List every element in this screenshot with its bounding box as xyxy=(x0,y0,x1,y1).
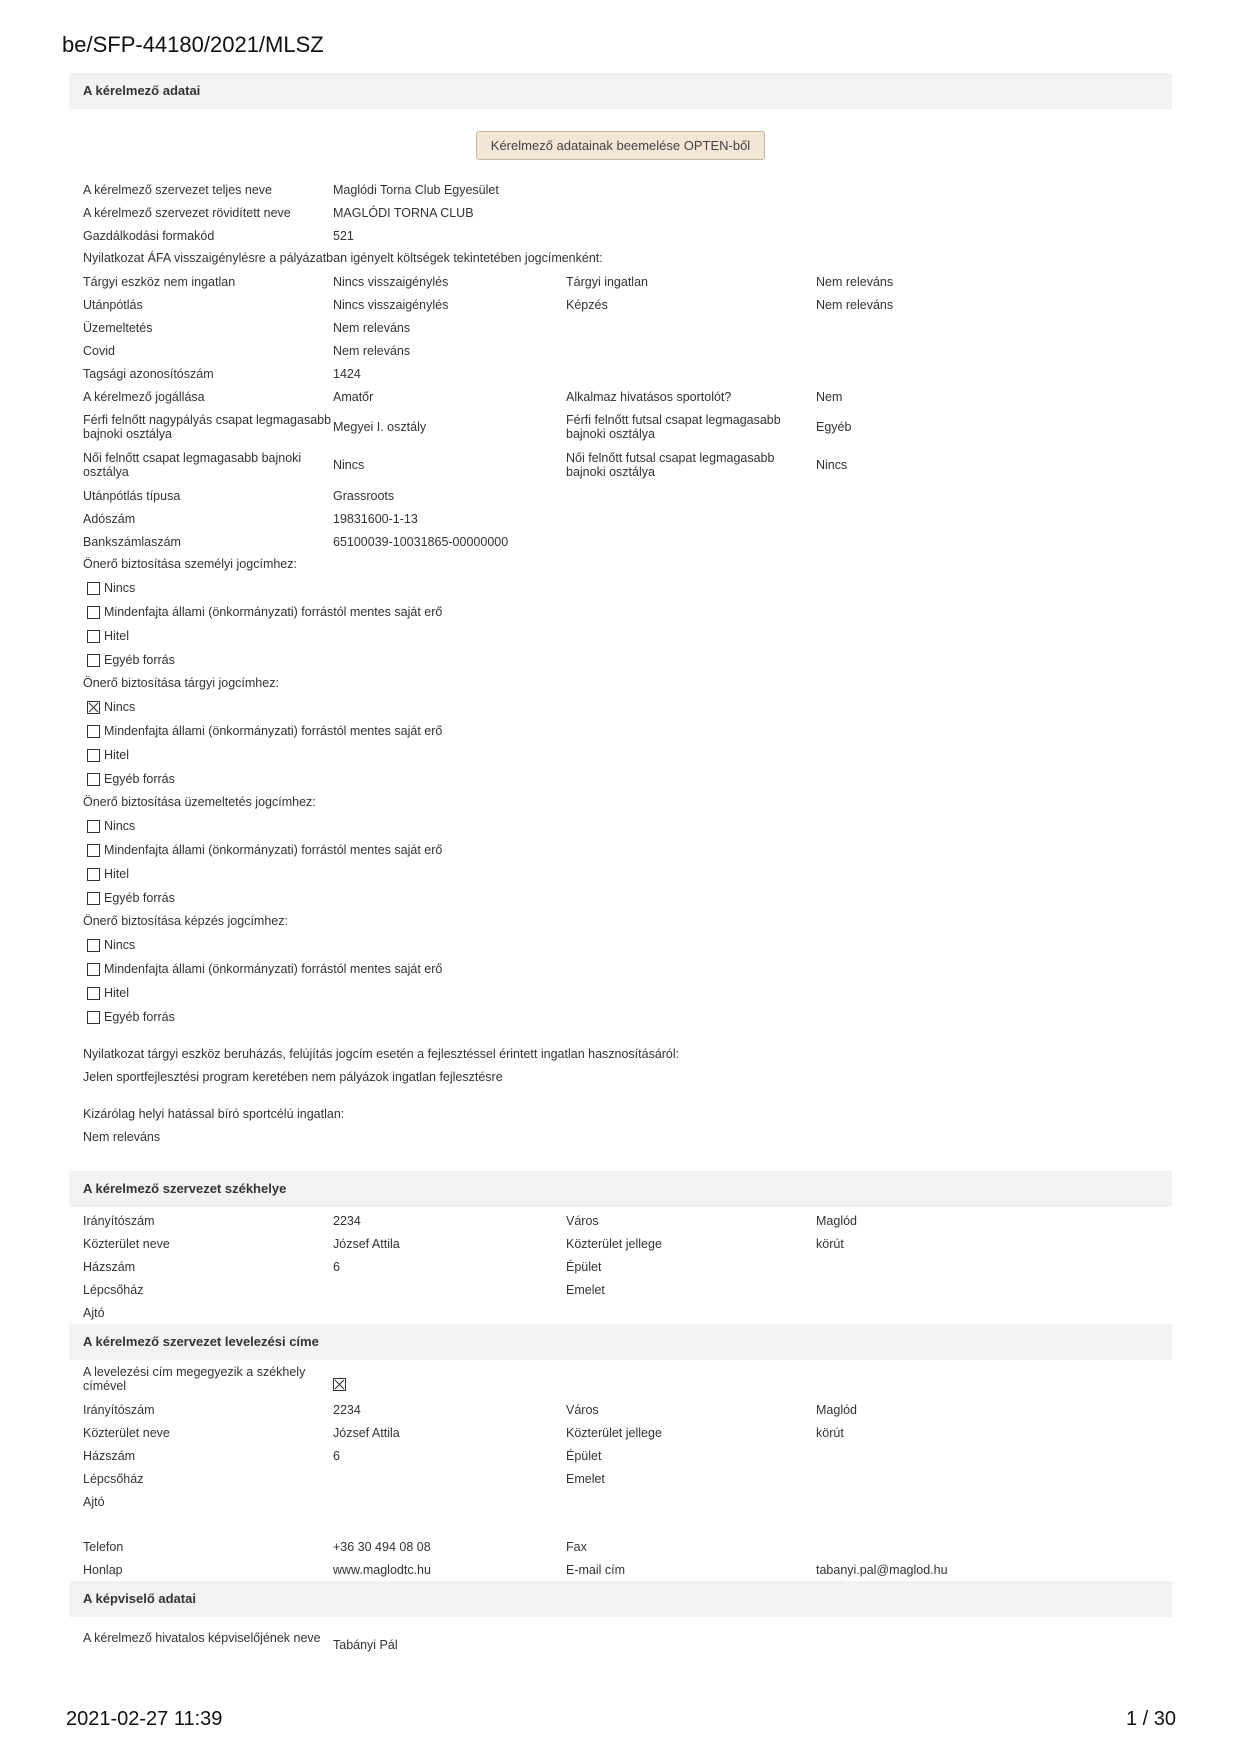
self-funding-title: Önerő biztosítása képzés jogcímhez: xyxy=(83,914,288,928)
checkbox-option xyxy=(69,719,1172,743)
field-label: Közterület jellege xyxy=(566,1425,662,1440)
field-row xyxy=(69,1444,1172,1467)
checkbox-label: Hitel xyxy=(104,986,130,1000)
checkbox[interactable] xyxy=(87,939,100,952)
field-label: Emelet xyxy=(566,1471,605,1486)
self-funding-title: Önerő biztosítása személyi jogcímhez: xyxy=(83,557,297,571)
local-property-label: Kizárólag helyi hatással bíró sportcélú ingatlan: xyxy=(83,1107,345,1121)
field-label: Adószám xyxy=(83,511,136,526)
field-row xyxy=(69,1619,1172,1657)
field-value: Nem releváns xyxy=(816,297,894,312)
field-row xyxy=(69,385,1172,408)
field-value: Maglód xyxy=(816,1213,857,1228)
checkbox-option xyxy=(69,767,1172,791)
field-row xyxy=(69,201,1172,224)
checkbox[interactable] xyxy=(87,582,100,595)
field-value xyxy=(333,1364,566,1394)
checkbox-option xyxy=(69,648,1172,672)
field-label: Házszám xyxy=(83,1448,136,1463)
checkbox-label: Hitel xyxy=(104,867,130,881)
checkbox-option xyxy=(69,933,1172,957)
field-row xyxy=(69,484,1172,507)
field-label: Város xyxy=(566,1213,599,1228)
field-value: József Attila xyxy=(333,1236,400,1251)
checkbox-option xyxy=(69,600,1172,624)
field-value: MAGLÓDI TORNA CLUB xyxy=(333,205,474,220)
self-funding-title: Önerő biztosítása tárgyi jogcímhez: xyxy=(83,676,279,690)
spacer xyxy=(69,1089,1172,1103)
field-label: Közterület neve xyxy=(83,1425,170,1440)
field-label: A kérelmező jogállása xyxy=(83,389,205,404)
field-row xyxy=(69,1398,1172,1421)
field-label: Irányítószám xyxy=(83,1213,155,1228)
field-value: Nincs xyxy=(333,458,365,472)
checkbox-option xyxy=(69,743,1172,767)
checkbox[interactable] xyxy=(87,1011,100,1024)
field-label: E-mail cím xyxy=(566,1562,626,1577)
field-value: Tabányi Pál xyxy=(333,1638,398,1652)
spacer xyxy=(69,1149,1172,1171)
field-row xyxy=(69,362,1172,385)
field-label: A kérelmező szervezet teljes neve xyxy=(83,182,272,197)
field-label: Közterület jellege xyxy=(566,1236,662,1251)
field-value: Nem releváns xyxy=(333,320,411,335)
local-property-value: Nem releváns xyxy=(83,1130,161,1144)
checkbox-label: Egyéb forrás xyxy=(104,653,175,667)
opten-import-button[interactable]: Kérelmező adatainak beemelése OPTEN-ből xyxy=(476,131,765,160)
checkbox-option xyxy=(69,624,1172,648)
field-row xyxy=(69,1535,1172,1558)
checkbox[interactable] xyxy=(87,963,100,976)
field-value: +36 30 494 08 08 xyxy=(333,1539,431,1554)
field-value: www.maglodtc.hu xyxy=(333,1562,431,1577)
field-label: Tárgyi eszköz nem ingatlan xyxy=(83,274,236,289)
checkbox-label: Nincs xyxy=(104,819,136,833)
checkbox[interactable] xyxy=(87,820,100,833)
field-value: Maglódi Torna Club Egyesület xyxy=(333,182,499,197)
field-label: Ajtó xyxy=(83,1494,105,1509)
checkbox-option xyxy=(69,886,1172,910)
checkbox-label: Hitel xyxy=(104,629,130,643)
field-value: körút xyxy=(816,1236,844,1251)
spacer xyxy=(69,1513,1172,1535)
field-row xyxy=(69,339,1172,362)
field-label: Város xyxy=(566,1402,599,1417)
checkbox[interactable] xyxy=(87,749,100,762)
checkbox-label: Hitel xyxy=(104,748,130,762)
investment-statement-value: Jelen sportfejlesztési program keretében nem pályázok ingatlan fejlesztésre xyxy=(83,1070,503,1084)
checkbox-label: Mindenfajta állami (önkormányzati) forrástól mentes saját erő xyxy=(104,724,443,738)
field-label: Női felnőtt futsal csapat legmagasabb bajnoki osztálya xyxy=(566,451,775,479)
form-content xyxy=(69,73,1172,1657)
field-row xyxy=(69,293,1172,316)
field-value: 521 xyxy=(333,228,354,243)
field-value: Nem xyxy=(816,389,843,404)
checkbox[interactable] xyxy=(87,606,100,619)
field-label: A kérelmező hivatalos képviselőjének neve xyxy=(83,1631,321,1645)
field-value: Egyéb xyxy=(816,420,852,434)
field-label: Közterület neve xyxy=(83,1236,170,1251)
field-row xyxy=(69,1209,1172,1232)
field-row xyxy=(69,1421,1172,1444)
field-row xyxy=(69,1360,1172,1398)
investment-statement-label: Nyilatkozat tárgyi eszköz beruházás, felújítás jogcím esetén a fejlesztéssel érintett ingatlan hasznosításáról: xyxy=(83,1047,680,1061)
field-row xyxy=(69,1278,1172,1301)
field-row xyxy=(69,446,1172,484)
field-label: Fax xyxy=(566,1539,587,1554)
field-value: 19831600-1-13 xyxy=(333,511,418,526)
field-label: A levelezési cím megegyezik a székhely címével xyxy=(83,1365,306,1393)
field-label: Képzés xyxy=(566,297,608,312)
field-value: Grassroots xyxy=(333,488,395,503)
checkbox-option xyxy=(69,957,1172,981)
field-value: Nem releváns xyxy=(333,343,411,358)
checkbox-label: Nincs xyxy=(104,700,136,714)
checkbox[interactable] xyxy=(87,868,100,881)
field-label: Női felnőtt csapat legmagasabb bajnoki osztálya xyxy=(83,451,302,479)
field-value: körút xyxy=(816,1425,844,1440)
field-value: Megyei I. osztály xyxy=(333,420,427,434)
field-row xyxy=(69,530,1172,553)
field-value: Maglód xyxy=(816,1402,857,1417)
checkbox-label: Egyéb forrás xyxy=(104,891,175,905)
field-label: Bankszámlaszám xyxy=(83,534,181,549)
vat-statement: Nyilatkozat ÁFA visszaigénylésre a pályázatban igényelt költségek tekintetében jogcímenként: xyxy=(83,251,603,265)
checkbox-option xyxy=(69,981,1172,1005)
field-label: Emelet xyxy=(566,1282,605,1297)
field-label: Férfi felnőtt nagypályás csapat legmagasabb bajnoki osztálya xyxy=(83,413,332,441)
import-button-wrap xyxy=(69,109,1172,178)
field-value: Amatőr xyxy=(333,389,374,404)
field-label: Covid xyxy=(83,343,115,358)
field-value: Nincs visszaigénylés xyxy=(333,297,449,312)
checkbox[interactable] xyxy=(87,701,100,714)
checkbox-label: Mindenfajta állami (önkormányzati) forrástól mentes saját erő xyxy=(104,962,443,976)
same-address-checkbox[interactable] xyxy=(333,1378,346,1391)
field-label: Ajtó xyxy=(83,1305,105,1320)
field-value: 1424 xyxy=(333,366,361,381)
footer-date: 2021-02-27 11:39 xyxy=(66,1708,223,1730)
checkbox[interactable] xyxy=(87,630,100,643)
section-title-representative: A képviselő adatai xyxy=(69,1581,1172,1617)
checkbox[interactable] xyxy=(87,844,100,857)
spacer xyxy=(69,1029,1172,1043)
field-value: 6 xyxy=(333,1448,340,1463)
field-value: 65100039-10031865-00000000 xyxy=(333,534,509,549)
checkbox-option xyxy=(69,576,1172,600)
checkbox-option xyxy=(69,838,1172,862)
field-row xyxy=(69,1301,1172,1324)
field-row xyxy=(69,1558,1172,1581)
document-id: be/SFP-44180/2021/MLSZ xyxy=(62,32,324,57)
checkbox-option xyxy=(69,1005,1172,1029)
checkbox[interactable] xyxy=(87,725,100,738)
field-label: Irányítószám xyxy=(83,1402,155,1417)
field-label: Telefon xyxy=(83,1539,124,1554)
field-label: Tárgyi ingatlan xyxy=(566,274,648,289)
checkbox[interactable] xyxy=(87,892,100,905)
field-label: A kérelmező szervezet rövidített neve xyxy=(83,205,291,220)
checkbox-option xyxy=(69,695,1172,719)
field-label: Utánpótlás xyxy=(83,297,143,312)
checkbox-label: Mindenfajta állami (önkormányzati) forrástól mentes saját erő xyxy=(104,605,443,619)
section-title-seat: A kérelmező szervezet székhelye xyxy=(69,1171,1172,1207)
field-label: Tagsági azonosítószám xyxy=(83,366,214,381)
checkbox-option xyxy=(69,814,1172,838)
field-row xyxy=(69,1467,1172,1490)
field-row xyxy=(69,1232,1172,1255)
field-value: 6 xyxy=(333,1259,340,1274)
field-label: Üzemeltetés xyxy=(83,320,153,335)
checkbox[interactable] xyxy=(87,654,100,667)
section-title-mailing: A kérelmező szervezet levelezési címe xyxy=(69,1324,1172,1360)
checkbox[interactable] xyxy=(87,773,100,786)
field-row xyxy=(69,224,1172,247)
field-row xyxy=(69,178,1172,201)
checkbox-label: Mindenfajta állami (önkormányzati) forrástól mentes saját erő xyxy=(104,843,443,857)
checkbox[interactable] xyxy=(87,987,100,1000)
section-title-applicant: A kérelmező adatai xyxy=(69,73,1172,109)
field-label: Gazdálkodási formakód xyxy=(83,228,215,243)
field-value: 2234 xyxy=(333,1213,361,1228)
field-value: Nincs visszaigénylés xyxy=(333,274,449,289)
field-value: Nincs xyxy=(816,458,848,472)
field-value: tabanyi.pal@maglod.hu xyxy=(816,1562,948,1577)
checkbox-label: Egyéb forrás xyxy=(104,772,175,786)
field-row xyxy=(69,316,1172,339)
field-value: József Attila xyxy=(333,1425,400,1440)
field-row xyxy=(69,1255,1172,1278)
field-label: Férfi felnőtt futsal csapat legmagasabb bajnoki osztálya xyxy=(566,413,781,441)
field-label: Épület xyxy=(566,1259,602,1274)
checkbox-option xyxy=(69,862,1172,886)
footer-page-number: 1 / 30 xyxy=(1125,1708,1176,1730)
checkbox-label: Nincs xyxy=(104,581,136,595)
checkbox-label: Nincs xyxy=(104,938,136,952)
self-funding-title: Önerő biztosítása üzemeltetés jogcímhez: xyxy=(83,795,316,809)
field-label: Házszám xyxy=(83,1259,136,1274)
checkbox-label: Egyéb forrás xyxy=(104,1010,175,1024)
field-row xyxy=(69,507,1172,530)
field-row xyxy=(69,270,1172,293)
field-label: Lépcsőház xyxy=(83,1282,144,1297)
field-label: Alkalmaz hivatásos sportolót? xyxy=(566,389,732,404)
field-label: Lépcsőház xyxy=(83,1471,144,1486)
field-row xyxy=(69,408,1172,446)
field-label: Utánpótlás típusa xyxy=(83,488,181,503)
field-value: 2234 xyxy=(333,1402,361,1417)
field-label: Épület xyxy=(566,1448,602,1463)
field-value: Nem releváns xyxy=(816,274,894,289)
field-row xyxy=(69,1490,1172,1513)
field-label: Honlap xyxy=(83,1562,123,1577)
